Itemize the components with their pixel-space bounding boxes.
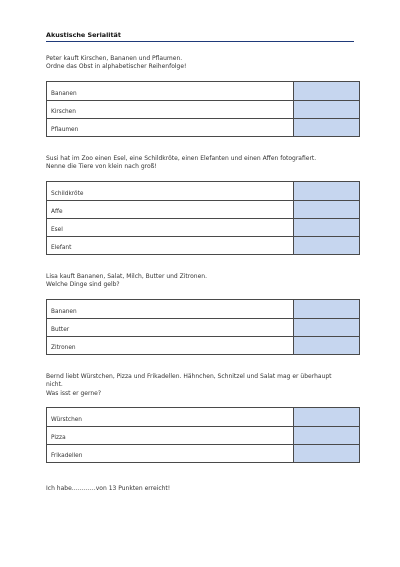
item-label: Affe [51, 209, 63, 215]
question-3-line-1: Lisa kauft Bananen, Salat, Milch, Butter und Zitronen. [46, 273, 207, 280]
table-row [47, 300, 359, 318]
answer-cell[interactable] [293, 219, 359, 236]
item-label: Bananen [51, 91, 77, 97]
answer-cell[interactable] [293, 237, 359, 254]
item-label: Kirschen [51, 109, 76, 115]
item-label: Frikadellen [51, 453, 83, 459]
question-3-table [46, 299, 360, 355]
answer-cell[interactable] [293, 319, 359, 336]
question-4-prompt [46, 373, 362, 398]
answer-cell[interactable] [293, 82, 359, 100]
table-row [47, 336, 359, 354]
question-2-table [46, 181, 360, 255]
question-1-prompt [46, 55, 362, 72]
table-row [47, 218, 359, 236]
question-2-line-2: Nenne die Tiere von klein nach groß! [46, 163, 157, 171]
table-row [47, 236, 359, 254]
answer-cell[interactable] [293, 445, 359, 462]
question-2-line-1: Susi hat im Zoo einen Esel, eine Schildkröte, einen Elefanten und einen Affen fotografiert. [46, 155, 317, 162]
item-label: Zitronen [51, 345, 76, 351]
question-4-line-1: Bernd liebt Würstchen, Pizza und Frikadellen. Hähnchen, Schnitzel und Salat mag er überhaupt [46, 373, 332, 380]
item-label: Butter [51, 327, 70, 333]
score-text: Ich habe…………von 13 Punkten erreicht! [46, 485, 171, 492]
score-footer [46, 485, 362, 493]
question-1-line-2: Ordne das Obst in alphabetischer Reihenfolge! [46, 63, 187, 71]
answer-cell[interactable] [293, 408, 359, 426]
question-1-line-1: Peter kauft Kirschen, Bananen und Pflaumen. [46, 55, 183, 62]
answer-cell[interactable] [293, 337, 359, 354]
answer-cell[interactable] [293, 300, 359, 318]
table-row [47, 100, 359, 118]
table-row [47, 82, 359, 100]
item-label: Schildkröte [51, 191, 84, 197]
page-title: Akustische Serialität [46, 31, 354, 42]
question-4-table [46, 407, 360, 463]
question-3-line-2: Welche Dinge sind gelb? [46, 281, 120, 289]
answer-cell[interactable] [293, 201, 359, 218]
table-row [47, 118, 359, 136]
question-3-prompt [46, 273, 362, 290]
table-row [47, 200, 359, 218]
table-row [47, 444, 359, 462]
answer-cell[interactable] [293, 101, 359, 118]
item-label: Elefant [51, 245, 72, 251]
question-1-table [46, 81, 360, 137]
item-label: Pflaumen [51, 127, 79, 133]
table-row [47, 426, 359, 444]
answer-cell[interactable] [293, 427, 359, 444]
question-2-prompt [46, 155, 362, 172]
item-label: Esel [51, 227, 63, 233]
table-row [47, 408, 359, 426]
item-label: Pizza [51, 435, 66, 441]
answer-cell[interactable] [293, 119, 359, 136]
question-4-line-2: nicht. [46, 381, 63, 389]
item-label: Bananen [51, 309, 77, 315]
item-label: Würstchen [51, 417, 82, 423]
answer-cell[interactable] [293, 182, 359, 200]
table-row [47, 182, 359, 200]
table-row [47, 318, 359, 336]
question-4-line-3: Was isst er gerne? [46, 389, 102, 397]
